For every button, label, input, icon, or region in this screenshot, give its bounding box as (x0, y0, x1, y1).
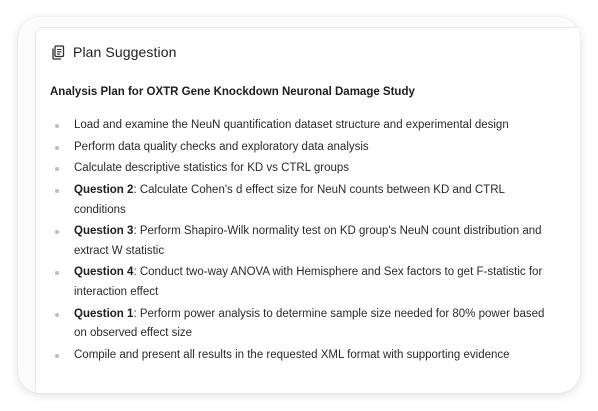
bullet-dot (55, 146, 59, 150)
list-item (50, 305, 550, 344)
list-item-text: : Conduct two-way ANOVA with Hemisphere and Sex factors to get F-statistic for interaction effect (74, 266, 543, 298)
list-item-text: : Calculate Cohen's d effect size for NeuN counts between KD and CTRL conditions (74, 184, 505, 216)
list-item (50, 181, 550, 220)
list-item-text: Load and examine the NeuN quantification dataset structure and experimental design (74, 119, 509, 131)
question-label: Question 2 (74, 184, 134, 197)
list-item (50, 263, 550, 302)
list-item (50, 116, 550, 136)
list-item-text: : Perform Shapiro-Wilk normality test on KD group's NeuN count distribution and extract W statistic (74, 225, 542, 257)
plan-heading: Analysis Plan for OXTR Gene Knockdown Neuronal Damage Study (50, 86, 415, 98)
bullet-dot (55, 354, 59, 358)
list-item (50, 138, 550, 158)
list-item-text: Perform data quality checks and exploratory data analysis (74, 140, 369, 153)
bullet-dot (55, 313, 59, 317)
bullet-dot (55, 124, 59, 128)
question-label: Question 4 (74, 266, 134, 279)
panel-header (51, 42, 176, 62)
list-item (50, 222, 550, 261)
question-label: Question 1 (74, 307, 134, 320)
bullet-dot (55, 167, 59, 171)
question-label: Question 3 (74, 225, 134, 238)
list-item (50, 159, 550, 179)
plan-card (18, 17, 580, 393)
bullet-dot (55, 189, 59, 193)
bullet-dot (55, 230, 59, 234)
list-item-text: : Perform power analysis to determine sample size needed for 80% power based on observed effect size (74, 307, 545, 340)
bullet-dot (55, 271, 59, 275)
panel-title: Plan Suggestion (73, 44, 177, 60)
list-item-text: Compile and present all results in the requested XML format with supporting evidence (74, 348, 510, 361)
list-item-text: Calculate descriptive statistics for KD vs CTRL groups (74, 162, 350, 175)
list-item (50, 346, 550, 366)
plan-suggestion-panel (35, 27, 580, 393)
document-copy-icon (51, 45, 65, 60)
plan-list (50, 116, 550, 368)
